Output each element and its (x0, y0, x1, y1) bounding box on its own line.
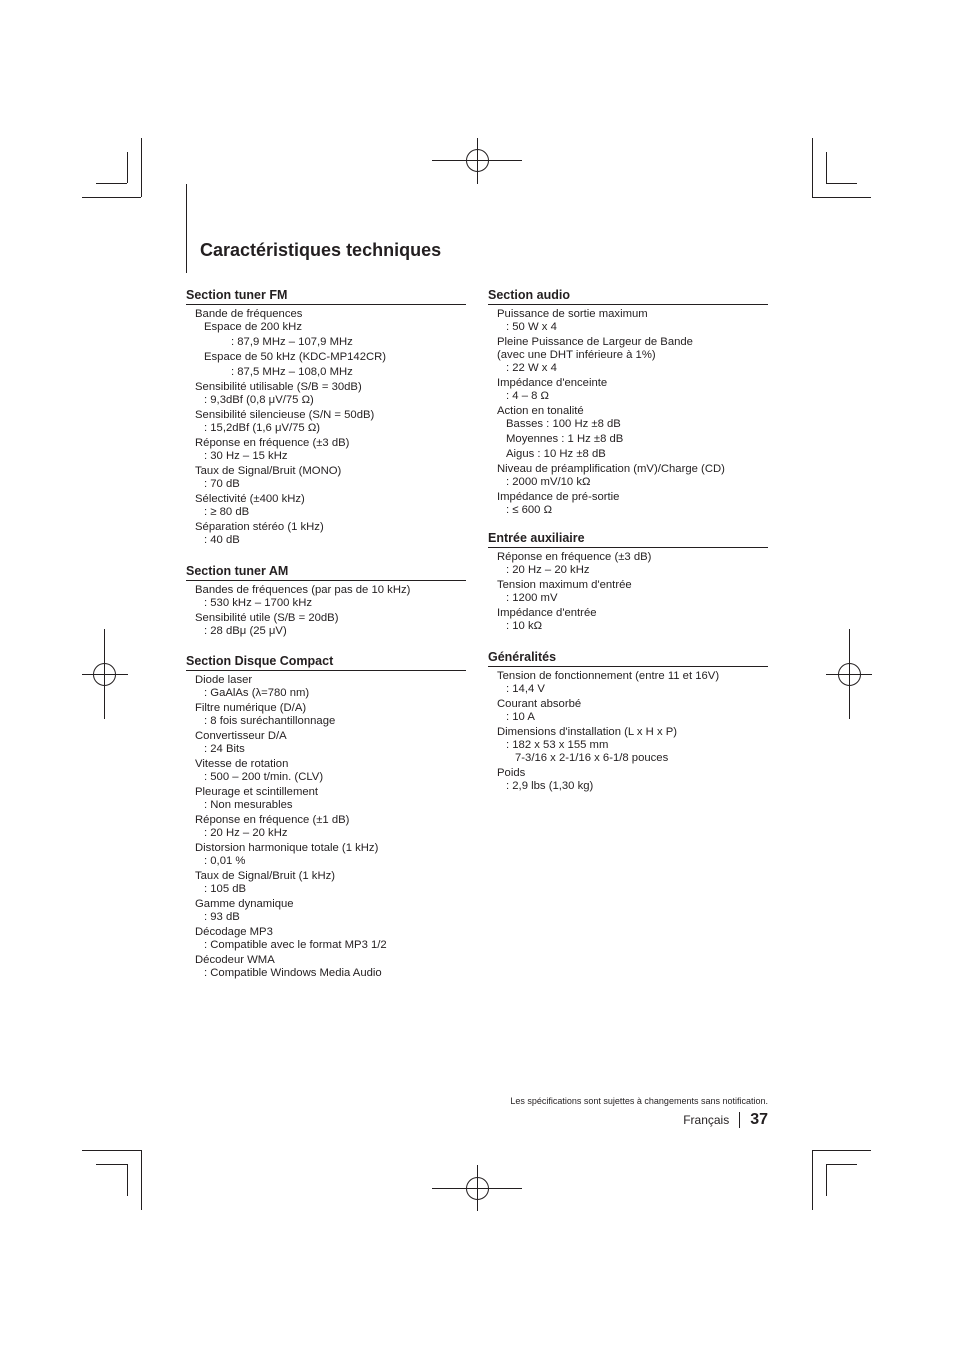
spec-row: Pleine Puissance de Largeur de Bande (497, 336, 693, 348)
spec-row: Sélectivité (±400 kHz) (195, 493, 305, 505)
registration-mark-bottom (432, 1165, 522, 1211)
page-footer (683, 1111, 768, 1129)
spec-row: Sensibilité utilisable (S/B = 30dB) (195, 381, 362, 393)
spec-row: Filtre numérique (D/A) (195, 702, 307, 714)
spec-row: : 10 kΩ (506, 620, 543, 632)
spec-row: Espace de 200 kHz (204, 321, 302, 333)
spec-row: : 87,5 MHz – 108,0 MHz (231, 366, 353, 378)
spec-row: : 500 – 200 t/min. (CLV) (204, 771, 324, 783)
language-label: Français (683, 1113, 730, 1127)
spec-row: Distorsion harmonique totale (1 kHz) (195, 842, 379, 854)
footer-separator (739, 1112, 740, 1128)
spec-row: Niveau de préamplification (mV)/Charge (CD) (497, 463, 725, 475)
spec-row: Réponse en fréquence (±1 dB) (195, 814, 350, 826)
spec-row: : 93 dB (204, 911, 240, 923)
spec-row: Réponse en fréquence (±3 dB) (195, 437, 350, 449)
spec-row: : 530 kHz – 1700 kHz (204, 597, 313, 609)
spec-row: : GaAlAs (λ=780 nm) (204, 687, 310, 699)
spec-row: Basses : 100 Hz ±8 dB (506, 418, 621, 430)
section-heading: Section tuner FM (186, 287, 466, 305)
page-title: Caractéristiques techniques (200, 240, 442, 260)
spec-row: Puissance de sortie maximum (497, 308, 648, 320)
spec-row: : Compatible Windows Media Audio (204, 967, 382, 979)
section-body (488, 551, 768, 633)
spec-row: Impédance d'entrée (497, 607, 597, 619)
spec-section (488, 287, 768, 517)
specification-footnote: Les spécifications sont sujettes à changements sans notification. (510, 1096, 768, 1106)
spec-row: : 105 dB (204, 883, 247, 895)
spec-section (488, 530, 768, 633)
section-body (186, 674, 466, 980)
spec-row: Action en tonalité (497, 405, 584, 417)
spec-row: Espace de 50 kHz (KDC-MP142CR) (204, 351, 387, 363)
spec-row: 7-3/16 x 2-1/16 x 6-1/8 pouces (515, 752, 669, 764)
spec-row: : 15,2dBf (1,6 μV/75 Ω) (204, 422, 321, 434)
spec-row: : 10 A (506, 711, 535, 723)
spec-row: : 24 Bits (204, 743, 245, 755)
spec-row: Gamme dynamique (195, 898, 294, 910)
spec-row: : 28 dBμ (25 μV) (204, 625, 287, 637)
section-body (186, 584, 466, 638)
spec-row: Réponse en fréquence (±3 dB) (497, 551, 652, 563)
spec-row: Tension maximum d'entrée (497, 579, 632, 591)
spec-row: Poids (497, 767, 526, 779)
spec-row: (avec une DHT inférieure à 1%) (497, 349, 656, 361)
spec-row: : ≤ 600 Ω (506, 504, 553, 516)
spec-section (186, 287, 466, 547)
spec-row: : 2000 mV/10 kΩ (506, 476, 591, 488)
spec-row: : 2,9 lbs (1,30 kg) (506, 780, 594, 792)
spec-row: Bande de fréquences (195, 308, 303, 320)
spec-row: : Non mesurables (204, 799, 293, 811)
spec-row: Moyennes : 1 Hz ±8 dB (506, 433, 624, 445)
section-heading: Section tuner AM (186, 563, 466, 581)
section-heading: Entrée auxiliaire (488, 530, 768, 548)
spec-row: : Compatible avec le format MP3 1/2 (204, 939, 387, 951)
section-heading: Section Disque Compact (186, 653, 466, 671)
spec-row: Taux de Signal/Bruit (MONO) (195, 465, 342, 477)
spec-row: Pleurage et scintillement (195, 786, 319, 798)
spec-row: Impédance d'enceinte (497, 377, 608, 389)
spec-row: Bandes de fréquences (par pas de 10 kHz) (195, 584, 411, 596)
spec-row: : 22 W x 4 (506, 362, 557, 374)
spec-row: : 8 fois suréchantillonnage (204, 715, 336, 727)
section-body (488, 308, 768, 517)
spec-row: : 40 dB (204, 534, 240, 546)
spec-row: : 9,3dBf (0,8 μV/75 Ω) (204, 394, 314, 406)
spec-row: : 50 W x 4 (506, 321, 557, 333)
spec-section (488, 649, 768, 793)
spec-row: : 182 x 53 x 155 mm (506, 739, 609, 751)
spec-row: : 20 Hz – 20 kHz (506, 564, 590, 576)
spec-row: Convertisseur D/A (195, 730, 287, 742)
spec-row: : 20 Hz – 20 kHz (204, 827, 288, 839)
section-heading: Section audio (488, 287, 768, 305)
spec-row: Décodage MP3 (195, 926, 273, 938)
spec-row: : 1200 mV (506, 592, 558, 604)
section-body (186, 308, 466, 547)
spec-row: : ≥ 80 dB (204, 506, 250, 518)
title-accent-bar (186, 184, 187, 273)
spec-row: Tension de fonctionnement (entre 11 et 16V) (497, 670, 720, 682)
spec-row: : 14,4 V (506, 683, 545, 695)
spec-row: : 30 Hz – 15 kHz (204, 450, 288, 462)
spec-row: Séparation stéréo (1 kHz) (195, 521, 324, 533)
spec-row: Courant absorbé (497, 698, 582, 710)
section-body (488, 670, 768, 793)
section-heading: Généralités (488, 649, 768, 667)
spec-row: : 70 dB (204, 478, 240, 490)
spec-section (186, 563, 466, 638)
spec-row: Sensibilité silencieuse (S/N = 50dB) (195, 409, 375, 421)
spec-row: Impédance de pré-sortie (497, 491, 620, 503)
spec-row: Sensibilité utile (S/B = 20dB) (195, 612, 339, 624)
registration-mark-left (82, 629, 128, 719)
spec-row: Décodeur WMA (195, 954, 275, 966)
spec-row: Dimensions d'installation (L x H x P) (497, 726, 678, 738)
registration-mark-right (826, 629, 872, 719)
spec-row: : 87,9 MHz – 107,9 MHz (231, 336, 353, 348)
spec-row: Taux de Signal/Bruit (1 kHz) (195, 870, 336, 882)
page-number: 37 (750, 1111, 768, 1128)
spec-row: : 0,01 % (204, 855, 246, 867)
spec-section (186, 653, 466, 980)
spec-row: Diode laser (195, 674, 253, 686)
spec-row: : 4 – 8 Ω (506, 390, 549, 402)
registration-mark-top (432, 138, 522, 184)
spec-row: Aigus : 10 Hz ±8 dB (506, 448, 606, 460)
spec-row: Vitesse de rotation (195, 758, 289, 770)
